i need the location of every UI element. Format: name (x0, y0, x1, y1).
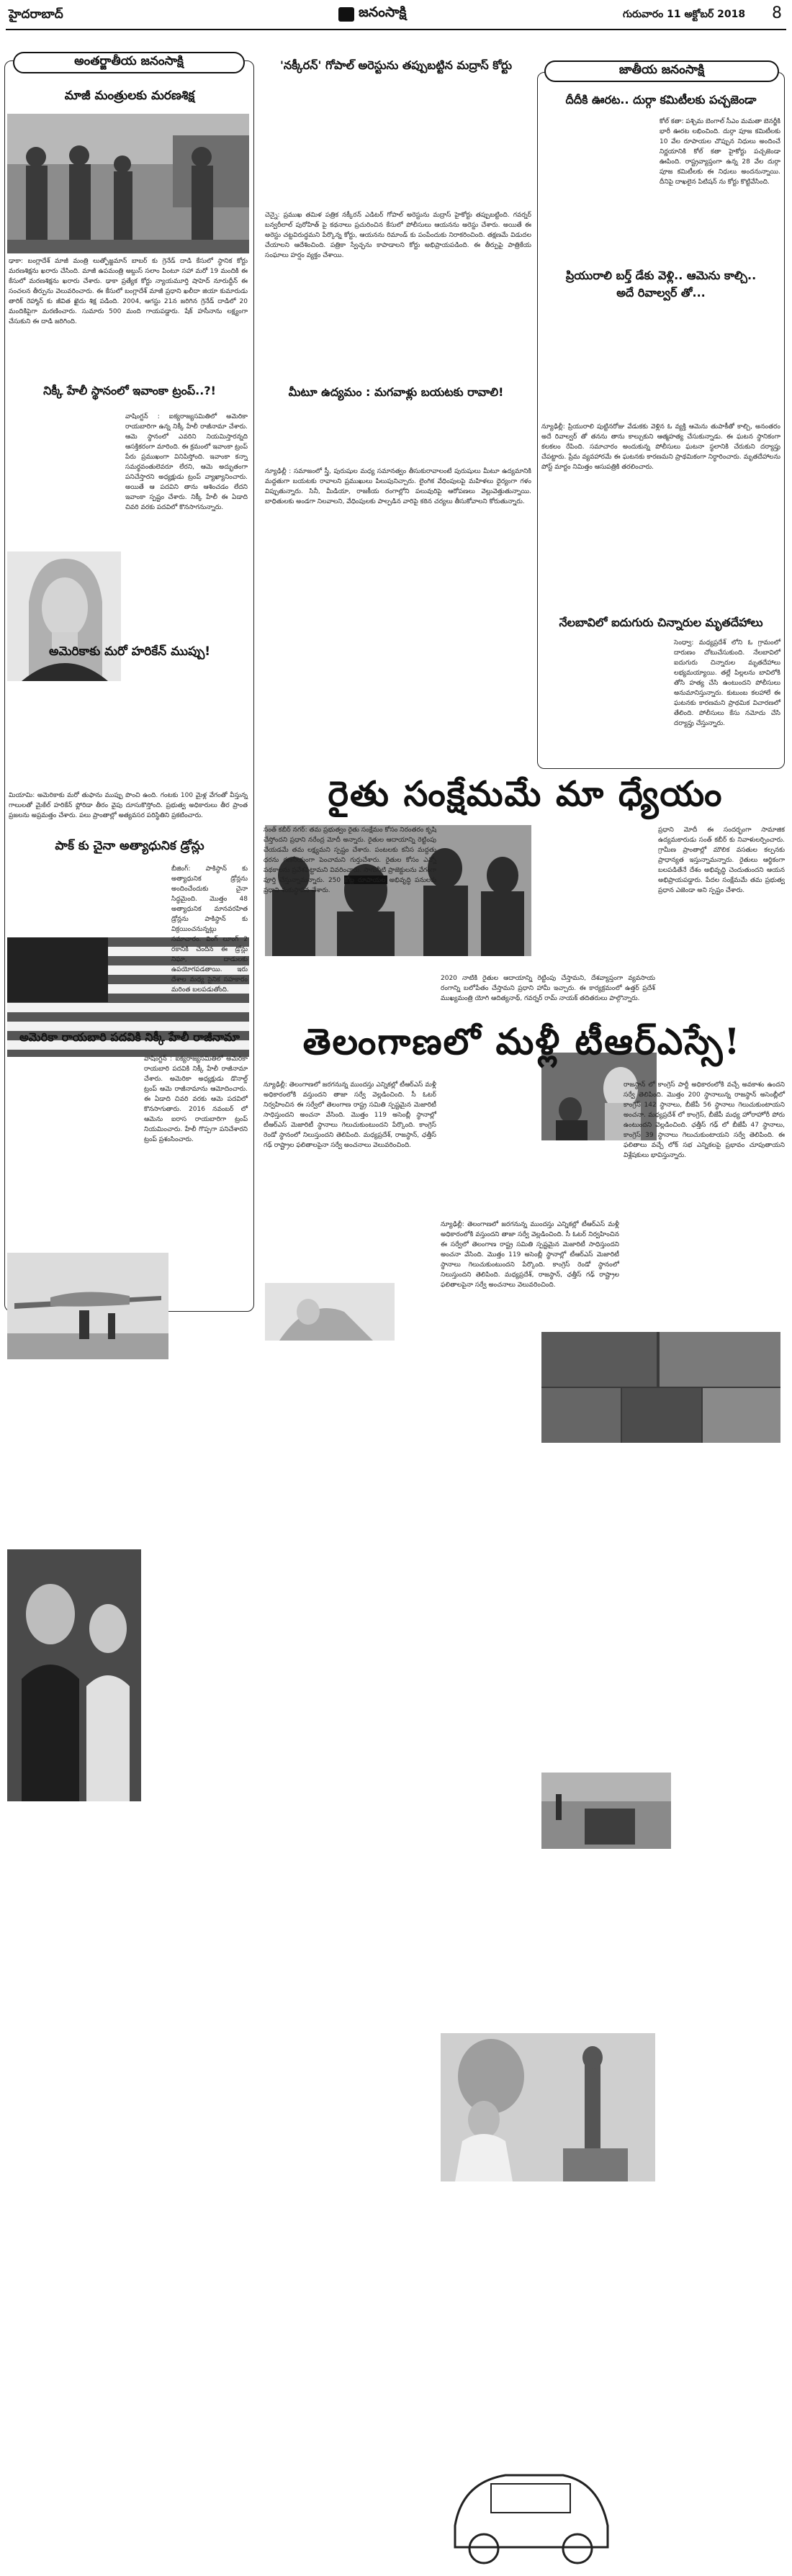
headline-farmer-welfare: రైతు సంక్షేమమే మా ధ్యేయం (328, 774, 724, 814)
story-hurricane-body: మియామి: అమెరికాకు మరో తుఫాను ముప్పు పొంచి ఉంది. గంటకు 100 మైళ్ల వేగంతో వీస్తున్న గాలులతో మైకేల్ హరికేన్ ఫ్లోరిడా తీరం వైపు దూసుకొస్తోంది. ప్రభుత్వ అధికారులు తీర ప్రాంత ప్రజలను అప్రమత్తం చేశారు. పలు ప్రాంతాల్లో అత్యవసర పరిస్థితిని ప్రకటించారు. (9, 792, 248, 819)
story-drones-body: బీజింగ్: పాకిస్థాన్ కు అత్యాధునిక డ్రోన్లను అందించేందుకు చైనా సిద్ధమైంది. మొత్తం 48 అత్యాధునిక మానవరహిత డ్రోన్లను పాకిస్థాన్ కు విక్రయించనున్నట్లు సమాచారం. వింగ్ లూంగ్ 2 రకానికి చెందిన ఈ డ్రోన్లు నిఘా, దాడులకు ఉపయోగపడతాయి. ఇరు దేశాల మధ్య సైనిక సహకారం మరింత బలపడుతోంది. (171, 865, 248, 994)
headline-hurricane: అమెరికాకు మరో హరికేన్ ముప్పు! (48, 644, 211, 659)
story-trs-body-left: న్యూఢిల్లీ: తెలంగాణలో జరగనున్న ముందస్తు ఎన్నికల్లో టీఆర్ఎస్ మళ్లీ అధికారంలోకి వస్తుందని తాజా సర్వే వెల్లడించింది. సీ ఓటర్ నిర్వహించిన ఈ సర్వేలో తెలంగాణ రాష్ట్ర సమితి స్పష్టమైన మెజారిటీ సాధిస్తుందని అంచనా వేసింది. మొత్తం 119 అసెంబ్లీ స్థానాల్లో టీఆర్ఎస్ మెజారిటీ స్థానాలు గెలుచుకుంటుందని పేర్కొంది. కాంగ్రెస్ రెండో స్థానంలో నిలుస్తుందని తెలిపింది. మధ్యప్రదేశ్, రాజస్థాన్, ఛత్తీస్ గఢ్ రాష్ట్రాల ఫలితాలపైనా సర్వే అంచనాలు వెలువరించింది. (264, 1081, 436, 1149)
story-ivanka-body: వాషింగ్టన్ : ఐక్యరాజ్యసమితిలో అమెరికా రాయబారిగా ఉన్న నిక్కీ హేలీ రాజీనామా చేశారు. ఆమె స్థానంలో ఎవరిని నియమిస్తారన్నది ఆసక్తికరంగా మారింది. ఈ క్రమంలో ఇవాంకా ట్రంప్ పేరు ప్రముఖంగా వినిపిస్తోంది. ఇవాంకా కన్నా సమర్థవంతులెవరూ లేరని, ఆమె అద్భుతంగా పనిచేస్తారని అధ్యక్షుడు ట్రంప్ వ్యాఖ్యానించారు. అయితే ఆ పదవిని తాను ఆశించడం లేదని ఇవాంకా స్పష్టం చేశారు. నిక్కీ హేలీ ఈ ఏడాది చివరి వరకు పదవిలో కొనసాగనున్నారు. (125, 413, 248, 511)
masthead-paper-name: జనంసాక్షి (359, 4, 407, 20)
headline-girlfriend-2: అదే రివాల్వర్ తో... (616, 286, 706, 300)
story-farmer-body-right: ప్రధాని మోదీ ఈ సందర్భంగా సామాజిక ఉద్యమకారుడు సంత్ కబీర్ కు నివాళులర్పించారు. గ్రామీణ ప్రాంతాల్లో మౌలిక వసతుల కల్పనకు ప్రాధాన్యత ఇస్తున్నామన్నారు. రైతులు ఆర్థికంగా బలపడితేనే దేశం అభివృద్ధి చెందుతుందని ఆయన అభిప్రాయపడ్డారు. పేదల సంక్షేమమే తమ ప్రభుత్వ ప్రధాన ఎజెండా అని స్పష్టం చేశారు. (658, 827, 785, 894)
photo-crime-scene (541, 1332, 780, 1443)
story-death-sentence-body: ఢాకా: బంగ్లాదేశ్ మాజీ మంత్రి లుత్ఫోజ్జమాన్ బాబర్ కు గ్రెనేడ్ దాడి కేసులో స్థానిక కోర్టు మరణశిక్షను ఖరారు చేసింది. మాజీ ఉపమంత్రి అబ్దుస్ సలాం పింటూ సహా మరో 19 మందికి ఈ కేసులో మరణశిక్షను ఖరారు చేశారు. ఢాకా ప్రత్యేక కోర్టు న్యాయమూర్తి షాహెద్ నూరుద్దీన్ ఈ సంచలన తీర్పును వెలువరించారు. ఈ కేసులో బంగ్లాదేశ్ మాజీ ప్రధాని ఖలీదా జియా కుమారుడు తారిక్ రెహ్మాన్ కు జీవిత ఖైదు శిక్ష పడింది. 2004, ఆగస్టు 21న జరిగిన గ్రెనేడ్ దాడిలో 20 మందికిపైగా మరణించారు. సుమారు 500 మంది గాయపడ్డారు. షేక్ హసీనాను లక్ష్యంగా చేసుకుని ఈ దాడి జరిగింది. (9, 258, 248, 325)
headline-girlfriend-1: ప్రియురాలి బర్త్ డేకు వెళ్లి.. ఆమెను కాల్చి.. (565, 269, 757, 282)
headline-ivanka: నిక్కీ హేలీ స్థానంలో ఇవాంకా ట్రంప్..?! (43, 384, 216, 397)
story-farmer-body-left: సంత్ కబీర్ నగర్: తమ ప్రభుత్వం రైతు సంక్షేమం కోసం నిరంతరం కృషి చేస్తోందని ప్రధాని నరేంద్ర మోదీ అన్నారు. రైతుల ఆదాయాన్ని రెట్టింపు చేయడమే తమ లక్ష్యమని స్పష్టం చేశారు. పంటలకు కనీస మద్దతు ధరను గణనీయంగా పెంచామని గుర్తుచేశారు. రైతుల కోసం ఎన్నో పథకాలను ప్రవేశపెట్టామని వివరించారు. సాగునీటి ప్రాజెక్టులను వేగంగా పూర్తి చేస్తున్నామన్నారు. 250 కోట్ల రూపాయల అభివృద్ధి పనులకు ప్రధాని శంకుస్థాపన చేశారు. (264, 827, 436, 894)
headline-didi: దీదీకి ఊరట.. దుర్గా కమిటీలకు పచ్చజెండా (565, 93, 757, 107)
story-haley-body: వాషింగ్టన్ : ఐక్యరాజ్యసమితిలో అమెరికా రాయబారి పదవికి నిక్కీ హేలీ రాజీనామా చేశారు. అమెరికా అధ్యక్షుడు డొనాల్డ్ ట్రంప్ ఆమె రాజీనామాను ఆమోదించారు. ఈ ఏడాది చివరి వరకు ఆమె పదవిలో కొనసాగుతారు. 2016 నవంబర్ లో ఆమెను ఐరాస రాయబారిగా ట్రంప్ నియమించారు. హేలీ గొప్పగా పనిచేశారని ట్రంప్ ప్రశంసించారు. (144, 1055, 248, 1143)
international-section-banner: అంతర్జాతీయ జనంసాక్షి (13, 52, 245, 73)
headline-metoo: మీటూ ఉద్యమం : మగవాళ్లు బయటకు రావాలి! (288, 385, 504, 399)
masthead-date: గురువారం 11 అక్టోబర్ 2018 (623, 9, 746, 20)
photo-village-well (541, 1773, 671, 1849)
story-trs-body-right: రాజస్థాన్ లో కాంగ్రెస్ పార్టీ అధికారంలోకి వచ్చే అవకాశం ఉందని సర్వే తెలిపింది. మొత్తం 200 స్థానాలున్న రాజస్థాన్ అసెంబ్లీలో కాంగ్రెస్ 142 స్థానాలు, బీజేపీ 56 స్థానాలు గెలుచుకుంటాయని అంచనా. మధ్యప్రదేశ్ లో కాంగ్రెస్, బీజేపీ మధ్య హోరాహోరీ పోరు ఉంటుందని వెల్లడించింది. ఛత్తీస్ గఢ్ లో బీజేపీ 47 స్థానాలు, కాంగ్రెస్ 39 స్థానాలు గెలుచుకుంటాయని సర్వే తెలిపింది. ఈ ఫలితాలు వచ్చే లోక్ సభ ఎన్నికలపై ప్రభావం చూపుతాయని విశ్లేషకులు భావిస్తున్నారు. (624, 1081, 785, 1159)
headline-death-sentence: మాజీ మంత్రులకు మరణశిక్ష (64, 89, 195, 103)
headline-haley-resign: అమెరికా రాయబారి పదవికి నిక్కీ హేలీ రాజీనామా (19, 1030, 240, 1044)
masthead-city: హైదరాబాద్ (9, 7, 63, 22)
headline-well-children: నేలబావిలో ఐదుగురు చిన్నారుల మృతదేహాలు (559, 616, 763, 629)
masthead-logo (338, 4, 406, 24)
story-well-children-body: సెంధ్వా: మధ్యప్రదేశ్ లోని ఓ గ్రామంలో దారుణం చోటుచేసుకుంది. నేలబావిలో ఐదుగురు చిన్నారుల మృతదేహాలు లభ్యమయ్యాయి. తల్లే పిల్లలను బావిలోకి తోసి హత్య చేసి ఉంటుందని పోలీసులు అనుమానిస్తున్నారు. కుటుంబ కలహాలే ఈ ఘటనకు కారణమని ప్రాథమిక విచారణలో తేలింది. పోలీసులు కేసు నమోదు చేసి దర్యాప్తు చేస్తున్నారు. (674, 639, 780, 727)
national-section-banner: జాతీయ జనంసాక్షి (544, 60, 779, 82)
photo-ambassador-car (441, 2439, 619, 2576)
masthead-rule (6, 29, 786, 30)
page-number: 8 (772, 4, 782, 22)
photo-modi-rally (441, 2033, 655, 2181)
headline-drones: పాక్ కు చైనా అత్యాధునిక డ్రోన్లు (55, 839, 204, 853)
photo-bangladesh-security (7, 114, 249, 253)
photo-ivanka-trump (7, 551, 121, 681)
newspaper-logo-icon (338, 7, 354, 22)
story-trs-body-center: న్యూఢిల్లీ: తెలంగాణలో జరగనున్న ముందస్తు ఎన్నికల్లో టీఆర్ఎస్ మళ్లీ అధికారంలోకి వస్తుందని తాజా సర్వే వెల్లడించింది. సీ ఓటర్ నిర్వహించిన ఈ సర్వేలో తెలంగాణ రాష్ట్ర సమితి స్పష్టమైన మెజారిటీ సాధిస్తుందని అంచనా వేసింది. మొత్తం 119 అసెంబ్లీ స్థానాల్లో టీఆర్ఎస్ మెజారిటీ స్థానాలు గెలుచుకుంటుందని పేర్కొంది. కాంగ్రెస్ రెండో స్థానంలో నిలుస్తుందని తెలిపింది. మధ్యప్రదేశ్, రాజస్థాన్, ఛత్తీస్ గఢ్ రాష్ట్రాల ఫలితాలపైనా సర్వే అంచనాలు వెలువరించింది. (441, 1221, 619, 1289)
story-didi-body: కోల్ కతా: పశ్చిమ బెంగాల్ సీఎం మమతా బెనర్జీకి భారీ ఊరట లభించింది. దుర్గా పూజ కమిటీలకు 10 వేల రూపాయల చొప్పున నిధులు అందించే నిర్ణయానికి కోల్ కతా హైకోర్టు పచ్చజెండా ఊపింది. రాష్ట్రవ్యాప్తంగా ఉన్న 28 వేల దుర్గా పూజ కమిటీలకు ఈ నిధులు అందనున్నాయి. దీనిపై దాఖలైన పిటిషన్ ను కోర్టు కొట్టివేసింది. (660, 118, 780, 186)
headline-nakkeeran: 'నక్కీరన్' గోపాల్ అరెస్టును తప్పుబట్టిన మద్రాస్ కోర్టు (279, 58, 513, 72)
headline-trs-again: తెలంగాణలో మళ్లీ టీఆర్ఎస్సే! (302, 1020, 742, 1063)
story-nakkeeran-body: చెన్నై: ప్రముఖ తమిళ పత్రిక నక్కీరన్ ఎడిటర్ గోపాల్ అరెస్టును మద్రాస్ హైకోర్టు తప్పుబట్టింది. గవర్నర్ బన్వరీలాల్ పురోహిత్ పై కథనాలు ప్రచురించిన కేసులో పోలీసులు ఆయనను అరెస్టు చేశారు. అయితే ఈ అరెస్టు చట్టవిరుద్ధమని పేర్కొన్న కోర్టు, ఆయనను రిమాండ్ కు పంపేందుకు నిరాకరించింది. తక్షణమే విడుదల చేయాలని ఆదేశించింది. పత్రికా స్వేచ్ఛను కాపాడాలని కోర్టు అభిప్రాయపడింది. ఈ తీర్పుపై పాత్రికేయ సంఘాలు హర్షం వ్యక్తం చేశాయి. (265, 212, 531, 259)
story-metoo-body: న్యూఢిల్లీ : సమాజంలో స్త్రీ, పురుషుల మధ్య సమానత్వం తీసుకురావాలంటే పురుషులు మీటూ ఉద్యమానికి మద్దతుగా బయటకు రావాలని ప్రముఖులు పిలుపునిచ్చారు. లైంగిక వేధింపులపై మహిళలు ధైర్యంగా గళం విప్పుతున్నారు. సినీ, మీడియా, రాజకీయ రంగాల్లోని పలువురిపై ఆరోపణలు వెల్లువెత్తుతున్నాయి. బాధితులకు అండగా నిలవాలని, వేధింపులకు పాల్పడిన వారిపై కఠిన చర్యలు తీసుకోవాలని కోరుతున్నారు. (265, 468, 531, 505)
story-farmer-body-bottom: 2020 నాటికి రైతుల ఆదాయాన్ని రెట్టింపు చేస్తామని, దేశవ్యాప్తంగా వ్యవసాయ రంగాన్ని బలోపేతం చేస్తామని ప్రధాని హామీ ఇచ్చారు. ఈ కార్యక్రమంలో ఉత్తర్ ప్రదేశ్ ముఖ్యమంత్రి యోగి ఆదిత్యనాథ్, గవర్నర్ రామ్ నాయక్ తదితరులు పాల్గొన్నారు. (441, 975, 655, 1002)
story-girlfriend-body: న్యూఢిల్లీ: ప్రియురాలి పుట్టినరోజు వేడుకకు వెళ్లిన ఓ వ్యక్తి ఆమెను తుపాకీతో కాల్చి, అనంతరం అదే రివాల్వర్ తో తనను తాను కాల్చుకుని ఆత్మహత్య చేసుకున్నాడు. ఈ ఘటన స్థానికంగా కలకలం రేపింది. సమాచారం అందుకున్న పోలీసులు ఘటనా స్థలానికి చేరుకుని దర్యాప్తు చేపట్టారు. ప్రేమ వ్యవహారమే ఈ ఘటనకు కారణమని ప్రాథమికంగా నిర్ధారించారు. మృతదేహాలను పోస్ట్ మార్టం నిమిత్తం ఆసుపత్రికి తరలించారు. (541, 423, 780, 471)
photo-trump-haley (7, 1549, 141, 1801)
